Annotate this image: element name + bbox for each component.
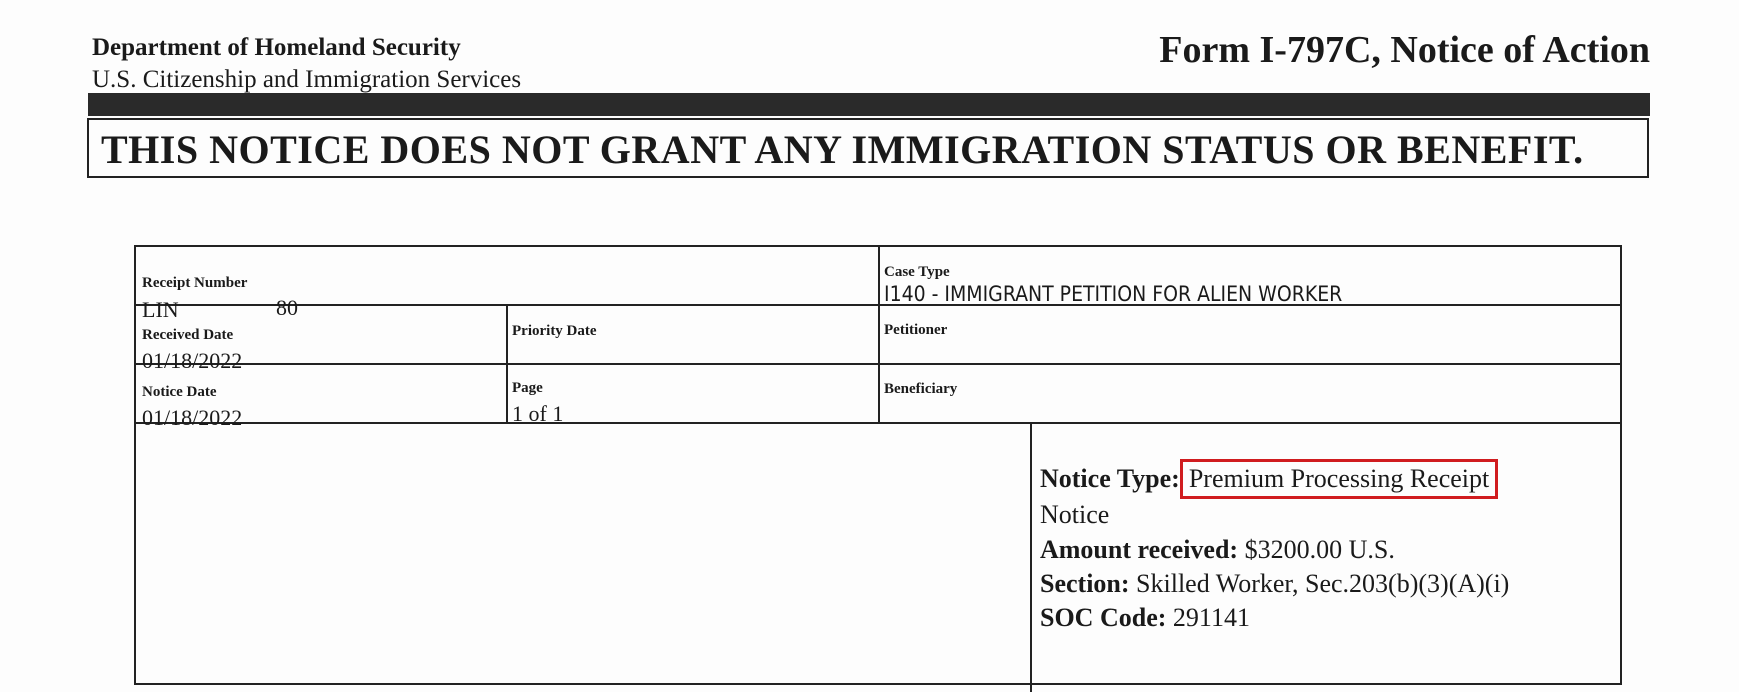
column-divider bbox=[506, 304, 508, 423]
soc-code-line bbox=[1040, 603, 1250, 633]
priority-date-label: Priority Date bbox=[512, 323, 597, 339]
received-date-value: 01/18/2022 bbox=[142, 348, 243, 373]
amount-line bbox=[1040, 535, 1395, 565]
column-divider bbox=[878, 247, 880, 423]
notice-date-value: 01/18/2022 bbox=[142, 405, 243, 430]
section-label: Section: bbox=[1040, 569, 1130, 598]
notice-type-highlight bbox=[1180, 459, 1498, 499]
page-value: 1 of 1 bbox=[512, 401, 564, 426]
warning-banner-text: THIS NOTICE DOES NOT GRANT ANY IMMIGRATION STATUS OR BENEFIT. bbox=[101, 127, 1584, 172]
soc-code-label: SOC Code: bbox=[1040, 603, 1167, 632]
service-name: U.S. Citizenship and Immigration Services bbox=[92, 66, 522, 93]
notice-type-continued: Notice bbox=[1040, 500, 1110, 529]
section-value: Skilled Worker, Sec.203(b)(3)(A)(i) bbox=[1136, 569, 1510, 598]
header-rule bbox=[88, 93, 1650, 116]
received-date-label: Received Date bbox=[142, 327, 234, 343]
section-line bbox=[1040, 569, 1509, 599]
amount-value: $3200.00 U.S. bbox=[1244, 535, 1395, 564]
warning-banner bbox=[87, 118, 1649, 178]
form-title: Form I-797C, Notice of Action bbox=[1159, 29, 1650, 71]
amount-label: Amount received: bbox=[1040, 535, 1239, 564]
notice-date-label: Notice Date bbox=[142, 384, 217, 400]
notice-type-value: Premium Processing Receipt bbox=[1188, 464, 1490, 493]
case-type-value: I140 - IMMIGRANT PETITION FOR ALIEN WORKER bbox=[884, 282, 1343, 306]
petitioner-label: Petitioner bbox=[884, 322, 948, 338]
soc-code-value: 291141 bbox=[1172, 603, 1250, 632]
case-type-label: Case Type bbox=[884, 264, 950, 280]
receipt-number-label: Receipt Number bbox=[142, 275, 248, 291]
notice-type-line bbox=[1040, 459, 1498, 499]
page-label: Page bbox=[512, 380, 543, 396]
beneficiary-label: Beneficiary bbox=[884, 381, 958, 397]
column-divider bbox=[1030, 422, 1032, 692]
receipt-number-suffix: 80 bbox=[276, 295, 298, 320]
receipt-number-prefix: LIN bbox=[142, 297, 179, 322]
case-info-table bbox=[134, 245, 1622, 685]
agency-name: Department of Homeland Security bbox=[92, 34, 461, 61]
notice-type-label: Notice Type: bbox=[1040, 464, 1180, 493]
